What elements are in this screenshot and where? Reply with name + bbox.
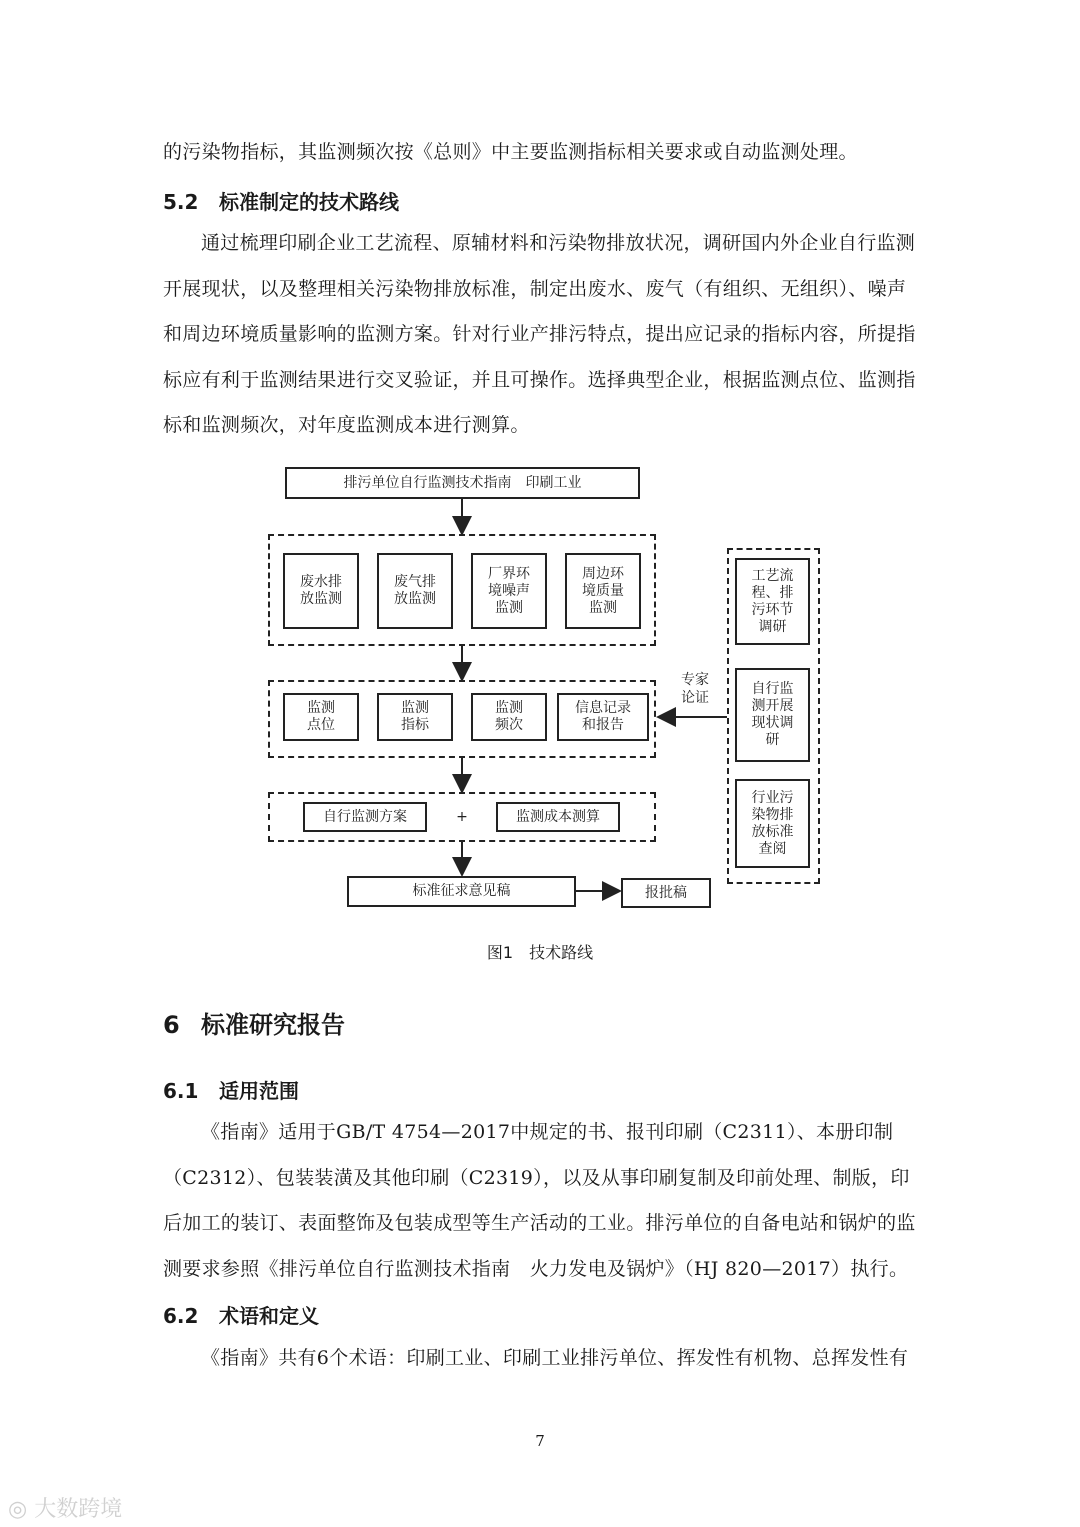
section-heading-6 bbox=[163, 1005, 345, 1040]
watermark-text: 大数跨境 bbox=[34, 1497, 123, 1522]
section-title: 术语和定义 bbox=[219, 1304, 319, 1328]
flow-box-waste-gas: 废气排放监测 bbox=[377, 553, 453, 629]
flow-box-noise: 厂界环境噪声监测 bbox=[471, 553, 547, 629]
section-title: 标准制定的技术路线 bbox=[219, 190, 399, 214]
paragraph-continued: 的污染物指标，其监测频次按《总则》中主要监测指标相关要求或自动监测处理。 bbox=[163, 141, 858, 163]
flow-box-plan: 自行监测方案 bbox=[303, 802, 427, 832]
section-heading-6-2 bbox=[163, 1300, 319, 1329]
section-title: 标准研究报告 bbox=[201, 1011, 345, 1039]
section-title: 适用范围 bbox=[219, 1079, 299, 1103]
flow-box-status-survey: 自行监测开展现状调研 bbox=[735, 668, 810, 762]
section-number: 5.2 bbox=[163, 190, 199, 214]
flow-box-cost: 监测成本测算 bbox=[496, 802, 620, 832]
flow-box-environment: 周边环境质量监测 bbox=[565, 553, 641, 629]
flow-box-draft: 标准征求意见稿 bbox=[347, 876, 576, 907]
watermark bbox=[8, 1492, 122, 1523]
page-number: 7 bbox=[535, 1432, 545, 1450]
section-heading-6-1 bbox=[163, 1075, 299, 1104]
flow-top-box: 排污单位自行监测技术指南 印刷工业 bbox=[285, 467, 640, 499]
flow-box-records: 信息记录和报告 bbox=[557, 693, 649, 741]
section-number: 6.1 bbox=[163, 1079, 199, 1103]
flow-label-expert: 专家论证 bbox=[681, 672, 709, 706]
figure-caption: 图1 技术路线 bbox=[486, 943, 594, 962]
flow-box-submit: 报批稿 bbox=[621, 878, 711, 908]
flow-box-process-survey: 工艺流程、排污环节调研 bbox=[735, 558, 810, 645]
section-number: 6.2 bbox=[163, 1304, 199, 1328]
paragraph-6-2: 《指南》共有6个术语：印刷工业、印刷工业排污单位、挥发性有机物、总挥发性有 bbox=[201, 1347, 909, 1369]
flow-box-wastewater: 废水排放监测 bbox=[283, 553, 359, 629]
flow-box-standard-review: 行业污染物排放标准查阅 bbox=[735, 779, 810, 868]
paragraph-6-1: 《指南》适用于GB/T 4754—2017中规定的书、报刊印刷（C2311）、本册印制（C2312）、包装装潢及其他印刷（C2319），以及从事印刷复制及印前处理、制版，印后加工的装订、表面整饰及包装成型等生产活动的工业。排污单位的自备电站和锅炉的监测要求参照《排污单位自行监测技术指南 火力发电及锅炉》（HJ 820—2017）执行。 bbox=[163, 1121, 916, 1280]
flow-box-points: 监测点位 bbox=[283, 693, 359, 741]
flow-plus: + bbox=[456, 809, 468, 825]
flow-box-indicators: 监测指标 bbox=[377, 693, 453, 741]
flow-box-frequency: 监测频次 bbox=[471, 693, 547, 741]
watermark-logo-icon: ◎ bbox=[8, 1497, 28, 1522]
section-number: 6 bbox=[163, 1011, 180, 1039]
paragraph-5-2: 通过梳理印刷企业工艺流程、原辅材料和污染物排放状况，调研国内外企业自行监测开展现状，以及整理相关污染物排放标准，制定出废水、废气（有组织、无组织）、噪声和周边环境质量影响的监测方案。针对行业产排污特点，提出应记录的指标内容，所提指标应有利于监测结果进行交叉验证，并且可操作。选择典型企业，根据监测点位、监测指标和监测频次，对年度监测成本进行测算。 bbox=[163, 232, 916, 436]
